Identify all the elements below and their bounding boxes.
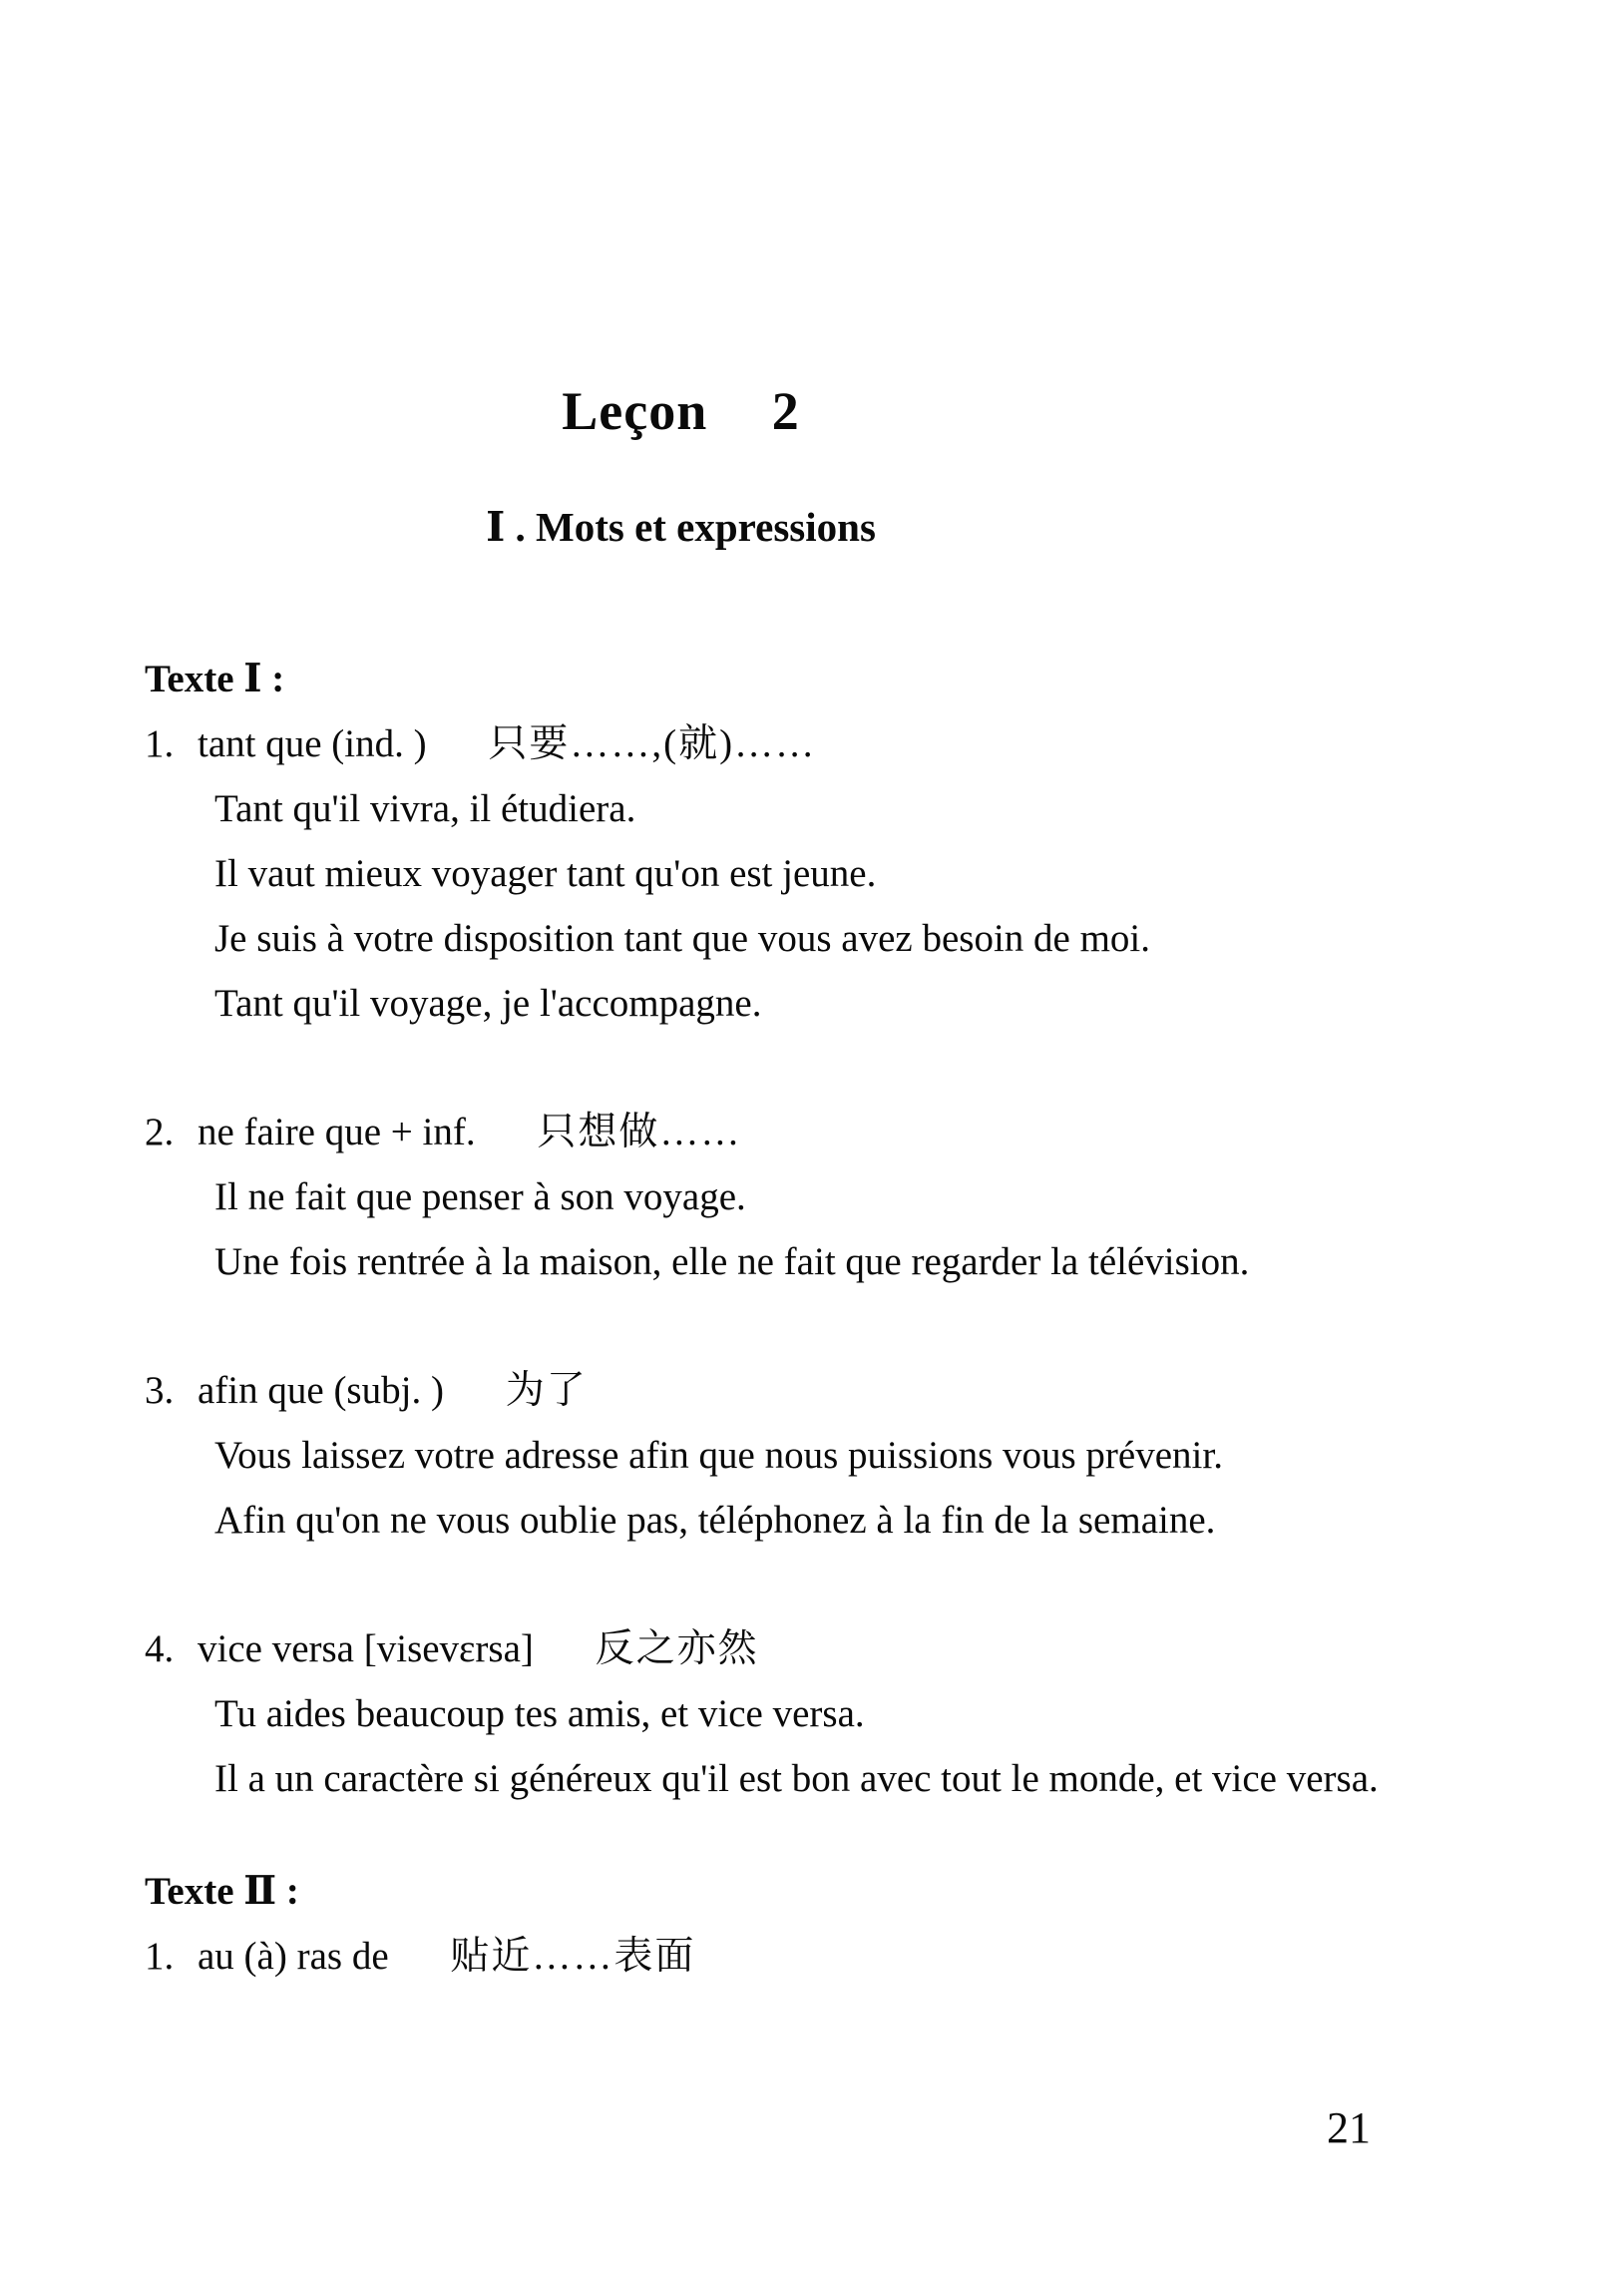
item-translation-zh: 为了: [505, 1369, 588, 1412]
vocab-item-1: [145, 1924, 1392, 1989]
item-term: ne faire que + inf.: [198, 1111, 476, 1153]
example-sentence: Il a un caractère si généreux qu'il est bon avec tout le monde, et vice versa.: [214, 1757, 1379, 1800]
item-translation-zh: 只想做……: [537, 1111, 742, 1153]
item-term: au (à) ras de: [198, 1935, 389, 1978]
example-sentence: Tant qu'il vivra, il étudiera.: [214, 787, 636, 830]
item-translation-zh: 贴近……表面: [450, 1935, 696, 1978]
vocab-item-head: [145, 711, 1392, 776]
section-heading: Texte Ⅱ :: [145, 1870, 299, 1913]
example-sentence: Il vaut mieux voyager tant qu'on est jeune.: [214, 852, 877, 895]
example-sentence: Afin qu'on ne vous oublie pas, téléphonez à la fin de la semaine.: [214, 1499, 1216, 1542]
vocab-item-4: [145, 1616, 1392, 1811]
vocab-item-2: [145, 1100, 1392, 1294]
example-sentence: Une fois rentrée à la maison, elle ne fait que regarder la télévision.: [214, 1240, 1250, 1283]
section-texte-1: [145, 647, 1392, 1811]
vocab-item-3: [145, 1358, 1392, 1553]
example-sentence: Il ne fait que penser à son voyage.: [214, 1175, 746, 1218]
example-sentence: Tant qu'il voyage, je l'accompagne.: [214, 982, 762, 1025]
lesson-title-word: Leçon: [562, 381, 708, 441]
item-term: vice versa [visevεrsa]: [198, 1627, 534, 1670]
vocab-item-head: [145, 1358, 1392, 1423]
item-number: 2.: [145, 1111, 175, 1153]
item-number: 4.: [145, 1627, 175, 1670]
vocab-item-head: [145, 1924, 1392, 1989]
example-list: [214, 776, 1407, 1036]
vocab-item-head: [145, 1100, 1392, 1164]
item-translation-zh: 反之亦然: [595, 1627, 759, 1670]
vocab-item-head: [145, 1616, 1392, 1681]
lesson-title: [0, 381, 1362, 441]
section-texte-2: [145, 1859, 1392, 1989]
example-list: [214, 1423, 1407, 1553]
lesson-title-number: 2: [771, 381, 800, 441]
item-term: tant que (ind. ): [198, 722, 427, 765]
example-list: [214, 1164, 1407, 1294]
example-sentence: Vous laissez votre adresse afin que nous puissions vous prévenir.: [214, 1434, 1223, 1477]
example-sentence: Je suis à votre disposition tant que vous avez besoin de moi.: [214, 917, 1151, 960]
item-translation-zh: 只要……,(就)……: [488, 722, 817, 765]
item-term: afin que (subj. ): [198, 1369, 444, 1412]
item-number: 1.: [145, 722, 175, 765]
vocab-item-1: [145, 711, 1392, 1036]
example-sentence: Tu aides beaucoup tes amis, et vice versa.: [214, 1692, 865, 1735]
section-subtitle: Ⅰ . Mots et expressions: [486, 504, 876, 550]
page-number: 21: [1327, 2103, 1371, 2152]
lesson-content: [145, 647, 1392, 1989]
section-heading: Texte Ⅰ :: [145, 658, 285, 700]
item-number: 3.: [145, 1369, 175, 1412]
item-number: 1.: [145, 1935, 175, 1978]
example-list: [214, 1681, 1407, 1811]
